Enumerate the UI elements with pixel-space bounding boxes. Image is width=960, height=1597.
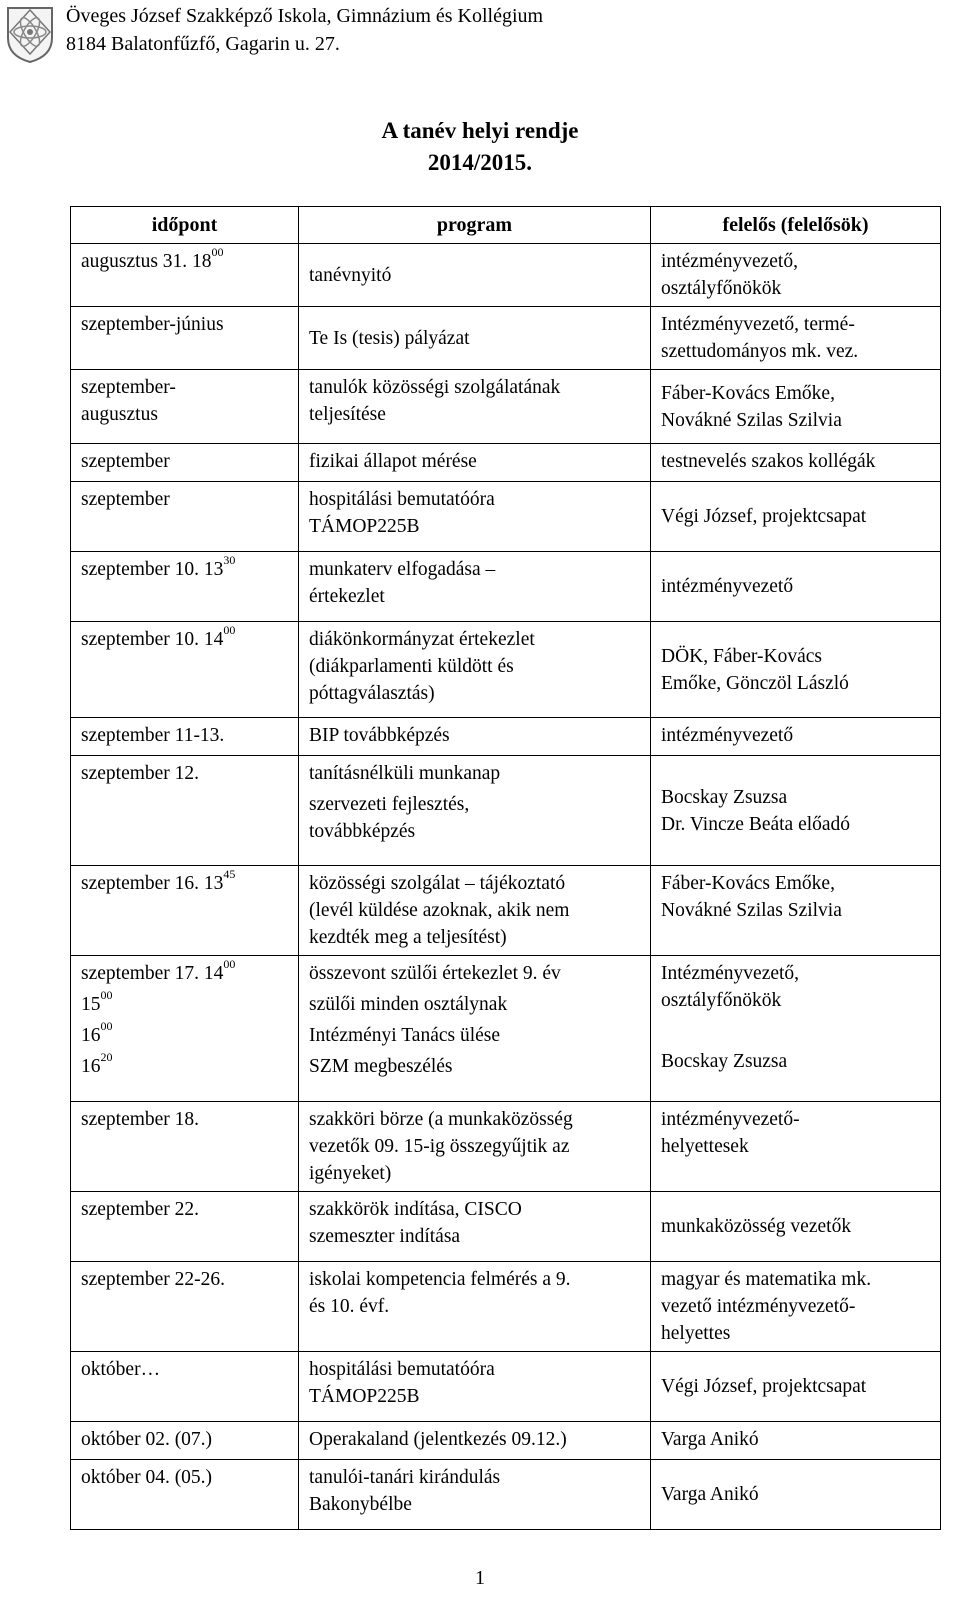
column-header-program: program (299, 207, 651, 244)
program-cell: BIP továbbképzés (299, 718, 651, 756)
responsible-cell: magyar és matematika mk. vezető intézményvezető- helyettes (651, 1262, 941, 1352)
program-cell: fizikai állapot mérése (299, 444, 651, 482)
table-row (71, 244, 941, 307)
date-cell: szeptember-június (71, 307, 299, 370)
program-cell: munkaterv elfogadása – értekezlet (299, 552, 651, 622)
table-row (71, 622, 941, 718)
table-header-row (71, 207, 941, 244)
program-cell: hospitálási bemutatóóra TÁMOP225B (299, 482, 651, 552)
table-row (71, 482, 941, 552)
responsible-cell: Bocskay Zsuzsa Dr. Vincze Beáta előadó (651, 756, 941, 866)
program-cell: Te Is (tesis) pályázat (299, 307, 651, 370)
table-row (71, 1192, 941, 1262)
table-row (71, 756, 941, 866)
responsible-cell: Fáber-Kovács Emőke, Novákné Szilas Szilvia (651, 370, 941, 444)
program-cell: összevont szülői értekezlet 9. év szülői minden osztálynak Intézményi Tanács ülése SZM megbeszélés (299, 956, 651, 1102)
date-cell: szeptember- augusztus (71, 370, 299, 444)
date-cell: szeptember (71, 444, 299, 482)
table-row (71, 718, 941, 756)
date-cell: szeptember 22. (71, 1192, 299, 1262)
responsible-cell: intézményvezető, osztályfőnökök (651, 244, 941, 307)
date-cell: szeptember 17. $14^{00}$ $15^{00}$ $16^{00}$ $16^{20}$ (71, 956, 299, 1102)
responsible-cell: Végi József, projektcsapat (651, 482, 941, 552)
table-row (71, 1262, 941, 1352)
date-cell: augusztus 31. $18^{00}$ (71, 244, 299, 307)
date-cell: szeptember (71, 482, 299, 552)
program-cell: Operakaland (jelentkezés 09.12.) (299, 1422, 651, 1460)
date-cell: szeptember 16. $13^{45}$ (71, 866, 299, 956)
responsible-cell: DÖK, Fáber-Kovács Emőke, Gönczöl László (651, 622, 941, 718)
column-header-responsible: felelős (felelősök) (651, 207, 941, 244)
responsible-cell: Fáber-Kovács Emőke, Novákné Szilas Szilvia (651, 866, 941, 956)
date-cell: szeptember 12. (71, 756, 299, 866)
page-header (0, 0, 960, 70)
responsible-cell: Varga Anikó (651, 1460, 941, 1530)
program-cell: tanulói-tanári kirándulás Bakonybélbe (299, 1460, 651, 1530)
responsible-cell: munkaközösség vezetők (651, 1192, 941, 1262)
table-row (71, 552, 941, 622)
responsible-cell: intézményvezető (651, 552, 941, 622)
responsible-cell: Intézményvezető, osztályfőnökök Bocskay Zsuzsa (651, 956, 941, 1102)
responsible-cell: Végi József, projektcsapat (651, 1352, 941, 1422)
school-address: 8184 Balatonfűzfő, Gagarin u. 27. (66, 33, 340, 55)
date-cell: október… (71, 1352, 299, 1422)
program-cell: tanításnélküli munkanap szervezeti fejlesztés, továbbképzés (299, 756, 651, 866)
date-cell: szeptember 22-26. (71, 1262, 299, 1352)
school-year: 2014/2015. (427, 150, 533, 175)
table-row (71, 956, 941, 1102)
program-cell: tanévnyitó (299, 244, 651, 307)
table-row (71, 866, 941, 956)
program-cell: szakkörök indítása, CISCO szemeszter indítása (299, 1192, 651, 1262)
table-row (71, 1460, 941, 1530)
table-row (71, 370, 941, 444)
date-cell: szeptember 10. $14^{00}$ (71, 622, 299, 718)
school-logo-icon (4, 4, 56, 64)
table-row (71, 1352, 941, 1422)
program-cell: iskolai kompetencia felmérés a 9. és 10. évf. (299, 1262, 651, 1352)
program-cell: tanulók közösségi szolgálatának teljesítése (299, 370, 651, 444)
table-row (71, 1102, 941, 1192)
table-row (71, 444, 941, 482)
responsible-cell: intézményvezető (651, 718, 941, 756)
column-header-time: időpont (71, 207, 299, 244)
program-cell: diákönkormányzat értekezlet (diákparlamenti küldött és póttagválasztás) (299, 622, 651, 718)
schedule-table (70, 206, 941, 1530)
date-cell: október 04. (05.) (71, 1460, 299, 1530)
program-cell: hospitálási bemutatóóra TÁMOP225B (299, 1352, 651, 1422)
document-title: A tanév helyi rendje (381, 118, 579, 143)
program-cell: szakköri börze (a munkaközösség vezetők 09. 15-ig összegyűjtik az igényeket) (299, 1102, 651, 1192)
responsible-cell: Varga Anikó (651, 1422, 941, 1460)
table-row (71, 1422, 941, 1460)
responsible-cell: Intézményvezető, termé- szettudományos mk. vez. (651, 307, 941, 370)
date-cell: szeptember 11-13. (71, 718, 299, 756)
date-cell: szeptember 18. (71, 1102, 299, 1192)
date-cell: szeptember 10. $13^{30}$ (71, 552, 299, 622)
page-number: 1 (475, 1567, 485, 1589)
date-cell: október 02. (07.) (71, 1422, 299, 1460)
responsible-cell: testnevelés szakos kollégák (651, 444, 941, 482)
responsible-cell: intézményvezető- helyettesek (651, 1102, 941, 1192)
program-cell: közösségi szolgálat – tájékoztató (levél küldése azoknak, akik nem kezdték meg a teljesítést) (299, 866, 651, 956)
table-row (71, 307, 941, 370)
school-name: Öveges József Szakképző Iskola, Gimnázium és Kollégium (66, 5, 544, 27)
